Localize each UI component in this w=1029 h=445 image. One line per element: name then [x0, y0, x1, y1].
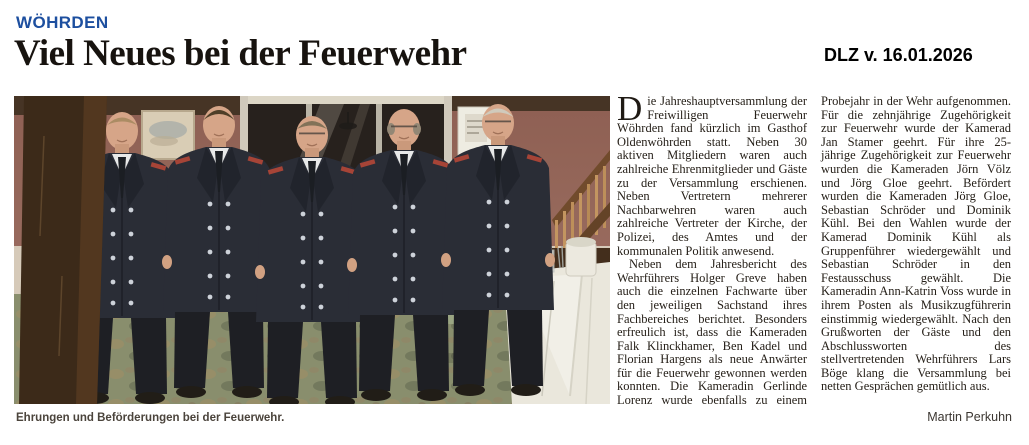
- article-photo: [14, 96, 610, 404]
- article-body: [617, 95, 1011, 413]
- date-annotation: DLZ v. 16.01.2026: [824, 45, 973, 65]
- section-kicker: WÖHRDEN: [16, 13, 109, 32]
- paragraph-1-text: ie Jahreshauptversammlung der Freiwilligen Feuerwehr Wöhrden fand kürzlich im Gasthof Oldenwöhrden statt. Neben 30 aktiven Mitgliedern waren auch zahlreiche Ehrenmitglieder und Gäste zu der Versammlung erschienen. Neben Vertretern mehrerer Nachbarwehren waren auch zahlreiche Vertreter der Kirche, der Polizei, des Amtes und der kommunalen Politik anwesend.: [617, 95, 807, 258]
- photo-illustration: [14, 96, 610, 404]
- paragraph-2: Neben dem Jahresbericht des Wehrführers Holger Greve haben auch die einzelnen Fachwarte über den jeweiligen Sachstand ihres Fachbereiches berichtet. Besonders erfreulich ist, dass die Kameraden Falk Klinckhamer, Ben Kadel und Florian Hargens als neue Anwärter für die Feuerwehr gewonnen werden konnten. Die Kameradin Gerlinde Lorenz wurde ebenfalls zu einem Probejahr in der Wehr aufgenommen. Für die zehnjährige Zugehörigkeit zur Feuerwehr wurde der Kamerad Jan Stamer geehrt. Für ihre 25-jährige Zugehörigkeit zur Feuerwehr wurden die Kameraden Jörn Völz und Jörg Gloe geehrt. Befördert wurden die Kameraden Jörg Gloe, Sebastian Schröder und Dominik Kühl. Bei den Wahlen wurde der Kamerad Dominik Kühl als Gruppenführer wiedergewählt und Sebastian Schröder in den Festausschuss gewählt. Die Kameradin Ann-Katrin Voss wurde in ihrem Posten als Musikzugführerin einstimmig wiedergewählt. Nach den Grußworten der Gäste und den Abschlussworten des stellvertretenden Wehrführers Lars Böge klang die Versammlung bei netten Gesprächen gemütlich aus.: [617, 95, 1011, 408]
- article-headline: Viel Neues bei der Feuerwehr: [14, 33, 467, 74]
- photo-caption: Ehrungen und Beförderungen bei der Feuerwehr.: [16, 412, 285, 424]
- drop-cap: D: [617, 95, 643, 128]
- author-byline: Martin Perkuhn: [927, 410, 1012, 424]
- paragraph-1: [617, 95, 807, 258]
